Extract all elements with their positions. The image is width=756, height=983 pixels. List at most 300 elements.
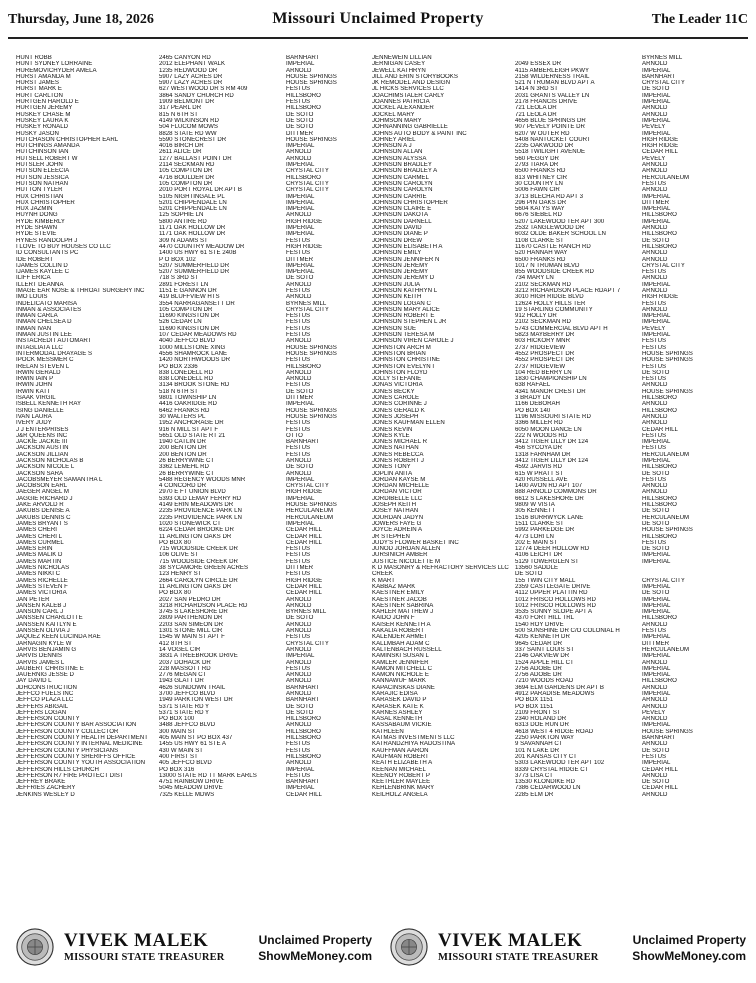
owner-city: CEDAR HILL (286, 791, 322, 798)
owner-address: 5105 NIGHTINGALE PL (159, 193, 225, 200)
owner-address: 2158 WILDERNESS TRAIL (515, 73, 590, 80)
owner-city: ARNOLD (642, 697, 668, 704)
owner-name: HURST JAMES (16, 80, 59, 87)
owner-address: 5207 LAKEWOOD TER APT 300 (515, 218, 605, 225)
owner-city: PEVELY (642, 709, 666, 716)
owner-city: IMPERIAL (642, 92, 671, 99)
owner-name: JOHNSON A J (372, 143, 412, 150)
owner-city: FESTUS (286, 571, 311, 578)
owner-address: 123 HENRY ST (159, 571, 202, 578)
owner-city: HOUSE SPRINGS (642, 728, 693, 735)
owner-address: 105 COMPTON DR (159, 306, 213, 313)
owner-city: HOUSE SPRINGS (286, 136, 337, 143)
owner-name: JAMES CURMEL (16, 539, 64, 546)
owner-address: 718 S 3RD ST (159, 275, 199, 282)
owner-city: BYRNES MILL (286, 300, 327, 307)
owner-address: 1400 AVON RD APT 107 (515, 483, 583, 490)
owner-name: IRWIN JOHN (16, 382, 53, 389)
owner-address: 405 JEFFCO BLVD (159, 760, 212, 767)
owner-city: IMPERIAL (286, 206, 315, 213)
owner-name: JACKIE JACKIE III (16, 439, 68, 446)
owner-name: JEFFRIES ZACHERY (16, 785, 76, 792)
owner-name: JONES NATHAN (372, 445, 419, 452)
owner-address: 1000 MILLSTONE XING (159, 344, 226, 351)
owner-address: 3700 JEFFCO BLVD (159, 690, 216, 697)
owner-city: BARNHART (286, 55, 320, 61)
owner-address: 1943 GLATT DR (159, 678, 204, 685)
owner-city: IMPERIAL (642, 117, 671, 124)
owner-address: 3745 S LAKESHORE DR (159, 609, 228, 616)
owner-name: JOHNANNING GABRIELLE (372, 124, 448, 131)
owner-city: IMPERIAL (286, 225, 315, 232)
owner-city: IMPERIAL (642, 332, 671, 339)
owner-city: FESTUS (286, 420, 311, 427)
owner-city: ARNOLD (642, 401, 668, 408)
owner-name: INMAN CARLA (16, 313, 58, 320)
owner-city: IMPERIAL (642, 67, 671, 74)
owner-name: KEETHLER MAYLEE (372, 779, 431, 786)
owner-name: IVAN LAURA (16, 413, 52, 420)
owner-city: FESTUS (286, 558, 311, 565)
owner-city: IMPERIAL (642, 760, 671, 767)
owner-city: ARNOLD (642, 250, 668, 257)
owner-name: JONES MICHAEL R (372, 439, 427, 446)
owner-name: JOHNSON DAVID (372, 225, 422, 232)
owner-city: HOUSE SPRINGS (286, 502, 337, 509)
treasurer-footer-left (16, 928, 372, 968)
owner-name: JENKINS WESLEY D (16, 791, 75, 798)
owner-city: HOUSE SPRINGS (286, 80, 337, 87)
owner-city: ARNOLD (642, 420, 668, 427)
owner-name: JOHNSON DREW (372, 237, 423, 244)
owner-address: 11670 CASTLE RANCH RD (515, 243, 591, 250)
owner-name: JOACHIMSTALER CARLY (372, 92, 445, 99)
owner-name: JAMES VICTORIA (16, 590, 67, 597)
owner-address: 7210 WOODS ROAD (515, 678, 574, 685)
owner-city: CRYSTAL CITY (286, 168, 329, 175)
owner-city: IMPERIAL (642, 206, 671, 213)
owner-city: ARNOLD (286, 149, 312, 156)
owner-name: JAMES BRYANT S (16, 520, 68, 527)
owner-city: CRYSTAL CITY (642, 80, 685, 87)
owner-address: 721 LEOLA DR (515, 111, 557, 118)
owner-name: HYNES RANDOLPH J (16, 237, 78, 244)
owner-city: FESTUS (642, 539, 667, 546)
owner-city: FESTUS (286, 287, 311, 294)
owner-name: KANNAWUF MARK (372, 678, 426, 685)
owner-name: HURTGEN JEREMY (16, 105, 73, 112)
owner-city: CRYSTAL CITY (286, 306, 329, 313)
owner-address: 2756 ADOBE DR (515, 665, 562, 672)
owner-address: 6050 MOON DANCE LN (515, 426, 582, 433)
owner-city: CRYSTAL CITY (286, 640, 329, 647)
owner-name: JAMES NICHOLAS (16, 565, 70, 572)
owner-address: 3694 ELM GARDENS DR APT B (515, 684, 604, 691)
owner-city: ARNOLD (286, 212, 312, 219)
owner-name: JAQUEZ KEEN LUCINDA RAE (16, 634, 101, 641)
owner-address: 1171 OAK HOLLOW DR (159, 225, 226, 232)
owner-name: JORDAN KAYSE M (372, 476, 426, 483)
owner-name: JOANNES PATRICIA (372, 99, 430, 106)
owner-address: 200 BENTON DR (159, 451, 207, 458)
owner-name: JOCKEL ALEXANDER (372, 105, 434, 112)
owner-address: 317 PEARL DR (159, 105, 202, 112)
owner-city: FESTUS (286, 237, 311, 244)
owner-name: IRWIN KATT (16, 388, 51, 395)
promo-line-1: Unclaimed Property (258, 933, 372, 947)
owner-address: 1108 CLARKE ST (515, 237, 564, 244)
owner-name: JOURDAN JADYN (372, 514, 424, 521)
owner-address: 1909 BELMONT DR (159, 99, 215, 106)
owner-name: JUDY'S FLOWER BASKET INC (372, 539, 459, 546)
owner-address: 3831 A TREEBROOK DRIVE (159, 653, 238, 660)
state-seal-icon (16, 928, 54, 966)
owner-name: HUNT ROBB (16, 55, 52, 61)
owner-city: IMPERIAL (642, 281, 671, 288)
owner-address: 520 HANNAH WAY (515, 250, 568, 257)
owner-city: DE SOTO (286, 709, 314, 716)
owner-city: FESTUS (286, 325, 311, 332)
owner-city: ARNOLD (642, 716, 668, 723)
owner-address: 2146 OAKVIEW DR (515, 653, 570, 660)
owner-city: ARNOLD (286, 281, 312, 288)
owner-city: HOUSE SPRINGS (286, 350, 337, 357)
owner-address: 1830 CHAMPIONSHIP LN (515, 376, 587, 383)
owner-name: INDELICATO MARISA (16, 300, 78, 307)
owner-city: IMPERIAL (642, 653, 671, 660)
owner-address: 1414 N 3RD ST (515, 86, 559, 93)
owner-city: FESTUS (286, 546, 311, 553)
owner-city: IMPERIAL (642, 665, 671, 672)
owner-city: ARNOLD (286, 376, 312, 383)
owner-name: KAUFMAN ROBERT (372, 753, 429, 760)
owner-address: 4470 COUNTRY MEADOW DR (159, 243, 245, 250)
owner-city: HILLSBORO (286, 174, 321, 181)
owner-name: JENNEWEIN LILLIAN (372, 55, 432, 61)
owner-name: JOHNS AUTO BODY & PAINT INC (372, 130, 467, 137)
owner-address: 2359 CASTLEGATE DRIVE (515, 583, 591, 590)
owner-name: JAMES CHERI L (16, 533, 63, 540)
owner-name: JEFFERSON COUNTY INTERNAL MEDICINE (16, 741, 143, 748)
owner-address: 3713 BLECHA RD APT 3 (515, 193, 583, 200)
owner-name: KARAJIC EDISA (372, 690, 418, 697)
owner-address: 2737 RIDGEVIEW (515, 363, 566, 370)
owner-name: HUTSLER JOHN (16, 162, 63, 169)
owner-name: KATHLEEN (372, 728, 404, 735)
owner-city: OTTO (286, 432, 303, 439)
owner-name: JONES GERALD K (372, 407, 425, 414)
owner-city: DE SOTO (642, 747, 670, 754)
owner-name: J&R QUEENS INC (16, 432, 68, 439)
owner-city: HERCULANEUM (642, 646, 690, 653)
owner-city: IMPERIAL (286, 262, 315, 269)
owner-name: KARASEK DAVID P (372, 697, 427, 704)
owner-address: 1301 STONE MILL CIR (159, 628, 223, 635)
owner-city: FESTUS (642, 376, 667, 383)
owner-address: 38 SYCAMORE GREEN ACRES (159, 565, 249, 572)
owner-address: 4656 BLUE SPRINGS DR (515, 117, 586, 124)
owner-address: 412 8TH ST (159, 640, 192, 647)
owner-city: DE SOTO (642, 508, 670, 515)
owner-city: CEDAR HILL (642, 785, 678, 792)
owner-address: 9801 TOWNSHIP LN (159, 395, 217, 402)
owner-name: JOCKEL MARY (372, 111, 415, 118)
owner-city: ARNOLD (286, 628, 312, 635)
owner-city: ARNOLD (642, 162, 668, 169)
owner-address: 5488 REGENCY WOODS MNR (159, 476, 246, 483)
owner-address: 1318 FARNHAM DR (515, 451, 571, 458)
owner-name: JOHNSON CAROLYN (372, 180, 433, 187)
owner-city: ARNOLD (286, 672, 312, 679)
owner-address: 430 W MAIN ST (159, 747, 204, 754)
owner-city: DITTMER (286, 256, 314, 263)
owner-city: FESTUS (642, 269, 667, 276)
owner-address: 5207 SUMMERFIELD DR (159, 269, 230, 276)
owner-address: 3535 SUNNY SLOPE APT A (515, 609, 593, 616)
owner-address: 2049 ESSEX DR (515, 61, 562, 68)
owner-city: HILLSBORO (286, 753, 321, 760)
owner-name: IDE ROBERT (16, 256, 54, 263)
owner-name: ILIFF ERICA (16, 275, 51, 282)
promo-website: ShowMeMoney.com (632, 949, 746, 963)
owner-city: HILLSBORO (286, 363, 321, 370)
owner-city: HOUSE SPRINGS (286, 344, 337, 351)
owner-name: KARNES ASHLEY (372, 709, 423, 716)
owner-city: FESTUS (286, 665, 311, 672)
owner-city: HIGH RIDGE (286, 218, 323, 225)
owner-name: IRWIN IAIN P (16, 376, 54, 383)
owner-city: DE SOTO (286, 615, 314, 622)
owner-city: ARNOLD (286, 338, 312, 345)
owner-address: 1012 FRISCO HOLLOWS RD (515, 602, 596, 609)
owner-address: 2611 ALICE DR (159, 149, 202, 156)
owner-name: HUX CHRISTIAN (16, 193, 64, 200)
owner-city: CRYSTAL CITY (642, 577, 685, 584)
owner-name: JOHNSON CAROLYN (372, 187, 433, 194)
owner-name: HURT CARLTON (16, 92, 63, 99)
owner-name: HUX JAZMIN (16, 206, 53, 213)
owner-address: 2465 CANYON RD (159, 55, 211, 61)
owner-address: 11690 KINGSTON DR (159, 325, 220, 332)
owner-address: 200 BENTON DR (159, 445, 207, 452)
owner-name: K D MASONRY & REFRACTORY SERVICES LLC (372, 565, 509, 572)
owner-name: JOHNSON BRADLEY (372, 162, 432, 169)
owner-name: JONES KAUFMAN ELLEN (372, 420, 445, 427)
newspaper-name: The Leader 11C (651, 12, 748, 27)
owner-address: 26 BERRYWINE CT (159, 470, 215, 477)
owner-name: JOHNSTON BRIAN (372, 350, 426, 357)
owner-name: HUTCHINSON IAN (16, 149, 69, 156)
owner-name: JEFFCO PLAZA LLC (16, 697, 74, 704)
owner-city: IMPERIAL (286, 199, 315, 206)
owner-name: JOHNSTON FLOYD (372, 369, 428, 376)
owner-address: 3554 NARRAGANSETT DR (159, 300, 235, 307)
owner-name: JONES CAROLE (372, 395, 420, 402)
owner-address: 2037 DOHACK DR (159, 659, 211, 666)
owner-city: FESTUS (642, 628, 667, 635)
owner-address: 8339 CRYSTAL RIDGE CT (515, 766, 589, 773)
owner-city: ARNOLD (642, 225, 668, 232)
owner-address: 734 MARY LN (515, 275, 554, 282)
owner-address: 500 SUNSHINE DR C/O COLONIAL H (515, 628, 620, 635)
owner-address: 6224 CEDAR BROOKE DR (159, 527, 234, 534)
owner-city: ARNOLD (286, 760, 312, 767)
owner-name: ID CONSULTANTS PC (16, 250, 79, 257)
owner-address: 1151 E GANNON DR (159, 287, 217, 294)
owner-city: IMPERIAL (286, 766, 315, 773)
owner-city: ARNOLD (642, 659, 668, 666)
owner-address: 838 LONEDELL RD (159, 369, 213, 376)
owner-address: 30 COUNTRY LN (515, 180, 563, 187)
owner-city: IMPERIAL (642, 690, 671, 697)
owner-city: DE SOTO (286, 703, 314, 710)
owner-name: JACKSON JILLIAN (16, 451, 69, 458)
owner-name: KAISER KENNETH A (372, 621, 431, 628)
owner-address: 5992 PARKEDGE DR (515, 527, 575, 534)
owner-address: 5408 NANTUCKET COURT (515, 136, 591, 143)
owner-address: 2532 TANGLEWOOD DR (515, 225, 585, 232)
owner-city: FESTUS (286, 250, 311, 257)
owner-city: PEVELY (642, 325, 666, 332)
owner-city: FESTUS (642, 476, 667, 483)
owner-name: JOHNSTON CHRISTINE (372, 357, 440, 364)
owner-name: HUTCHINGS AMANDA (16, 143, 80, 150)
owner-address: 11 ARLINGTON OAKS DR (159, 583, 232, 590)
owner-city: FESTUS (642, 445, 667, 452)
owner-city: HIGH RIDGE (286, 577, 323, 584)
owner-address: 521 N TRUMAN BLVD APT A (515, 80, 595, 87)
owner-city: BARNHART (286, 439, 320, 446)
owner-city: HERCULANEUM (286, 514, 334, 521)
owner-city: FESTUS (286, 332, 311, 339)
owner-address: 11690 KINGSTON DR (159, 313, 220, 320)
owner-name: KAMON NICHOLE E (372, 672, 429, 679)
owner-city: ARNOLD (642, 703, 668, 710)
owner-name: HURTGEN HAROLD E (16, 99, 79, 106)
owner-address: 6462 FRANKS RD (159, 407, 210, 414)
owner-address: 296 PIN OAKS DR (515, 199, 567, 206)
owner-name: ILLERT DEANNA (16, 281, 64, 288)
owner-address: 101 N LAKE DR (515, 747, 560, 754)
owner-name: JONES TONY (372, 464, 411, 471)
owner-address: 2102 SECKMAN RD (515, 281, 571, 288)
owner-name: JAMES CHERI (16, 527, 57, 534)
owner-name: JOSEY NATHAN (372, 508, 419, 515)
owner-address: 456 SYCOYA DR (515, 445, 562, 452)
owner-name: JOHNSON JENNIFER N (372, 256, 440, 263)
owner-address: 5590 STONECREST DR (159, 136, 227, 143)
owner-address: 5045 MEADOW DRIVE (159, 785, 223, 792)
owner-address: 222 N WOODS RD (515, 432, 568, 439)
owner-name: KAMINSKI SUSAN L (372, 653, 429, 660)
owner-address: 1511 CLARKE ST (515, 520, 564, 527)
owner-name: INMAN CHELSEA D (16, 319, 72, 326)
owner-name: IJAMES KAYLEE C (16, 269, 70, 276)
owner-address: 5604 KATYS WAY (515, 206, 565, 213)
owner-address: 1171 OAK HOLLOW DR (159, 231, 226, 238)
owner-name: JOYCE ADREIN A (372, 527, 423, 534)
owner-city: CEDAR HILL (286, 533, 322, 540)
owner-address: 2031 GRANTS VALLEY LN (515, 92, 590, 99)
owner-name: JAKE ARVOLD R (16, 502, 64, 509)
owner-city: IMPERIAL (286, 476, 315, 483)
owner-address: PO BOX 1151 (515, 697, 554, 704)
owner-address: 1940 CATLIN DR (159, 439, 206, 446)
owner-city: ARNOLD (286, 621, 312, 628)
owner-city: HILLSBORO (642, 395, 677, 402)
owner-city: DE SOTO (286, 388, 314, 395)
owner-city: IMPERIAL (642, 634, 671, 641)
owner-address: PO BOX 140 (515, 407, 551, 414)
owner-name: KEILHOLZ ANGELA (372, 791, 428, 798)
owner-name: HUTSON ELEECIA (16, 168, 70, 175)
owner-name: JK REMODEL AND DESIGN (372, 80, 450, 87)
owner-name: JOHNSON SUE (372, 325, 417, 332)
promo-block (258, 932, 372, 964)
owner-city: IMPERIAL (642, 218, 671, 225)
owner-address: 4112 UPPER PLATTIN RD (515, 590, 588, 597)
owner-address: 11 ARLINGTON OAKS DR (159, 533, 232, 540)
owner-name: JORDAN MICHELLE (372, 483, 430, 490)
owner-address: 526 CEDAR LN (159, 319, 202, 326)
owner-city: DITTMER (642, 199, 670, 206)
owner-city: ARNOLD (642, 772, 668, 779)
owner-name: JL HICKS SERVICES LLC (372, 86, 444, 93)
owner-city: FESTUS (286, 445, 311, 452)
owner-city: BARNHART (286, 697, 320, 704)
owner-address: 4773 LORI LN (515, 533, 554, 540)
owner-name: JAMES MARTIN (16, 558, 62, 565)
owner-city: HILLSBORO (642, 502, 677, 509)
owner-address: 5371 STATE RD Y (159, 703, 210, 710)
owner-city: HOUSE SPRINGS (642, 357, 693, 364)
owner-address: 5207 SUMMERFIELD DR (159, 262, 230, 269)
owner-name: JOHNSON CARRIE (372, 193, 427, 200)
owner-address: PO BOX 1151 (515, 703, 554, 710)
owner-city: IMPERIAL (286, 231, 315, 238)
owner-city: HOUSE SPRINGS (286, 73, 337, 80)
owner-city: HIGH RIDGE (642, 294, 679, 301)
owner-city: HILLSBORO (642, 495, 677, 502)
owner-address: 14 VOGEL CIR (159, 646, 201, 653)
owner-city: IMPERIAL (286, 653, 315, 660)
owner-name: JANSON CARL J (16, 609, 64, 616)
owner-address: 5303 LAKEWOOD TER APT 102 (515, 760, 605, 767)
owner-address: 916 N MILL ST APT F (159, 426, 219, 433)
owner-name: HUSKY JASON (16, 130, 59, 137)
owner-address: 125 SOPHIE LN (159, 212, 204, 219)
owner-name: JEFFCO FUELS INC (16, 690, 74, 697)
owner-city: CRYSTAL CITY (286, 180, 329, 187)
owner-address: 518 N 6TH ST (159, 388, 198, 395)
page-header (8, 10, 748, 32)
owner-city: HOUSE SPRINGS (642, 527, 693, 534)
owner-city: IMPERIAL (642, 99, 671, 106)
owner-address: 2891 FOREST LN (159, 281, 209, 288)
owner-address: 1020 STONEWICK CT (159, 520, 221, 527)
owner-address: 1420 NORTHWOODS DR (159, 357, 230, 364)
owner-name: KASAL KENNETH (372, 716, 423, 723)
owner-address: 7386 CEDARWOOD LN (515, 785, 581, 792)
owner-address: 855 WOODSIDE CREEK RD (515, 269, 594, 276)
owner-city: DITTMER (642, 640, 670, 647)
owner-address: 228 MASSOTT RD (159, 665, 211, 672)
owner-name: KAMON MITCHELL C (372, 665, 433, 672)
owner-address: 4149 WILKINSON RD (159, 117, 219, 124)
owner-address: 7325 KELLE MDWS (159, 791, 215, 798)
owner-city: ARNOLD (642, 111, 668, 118)
owner-name: JOPLIN ANITA (372, 470, 413, 477)
